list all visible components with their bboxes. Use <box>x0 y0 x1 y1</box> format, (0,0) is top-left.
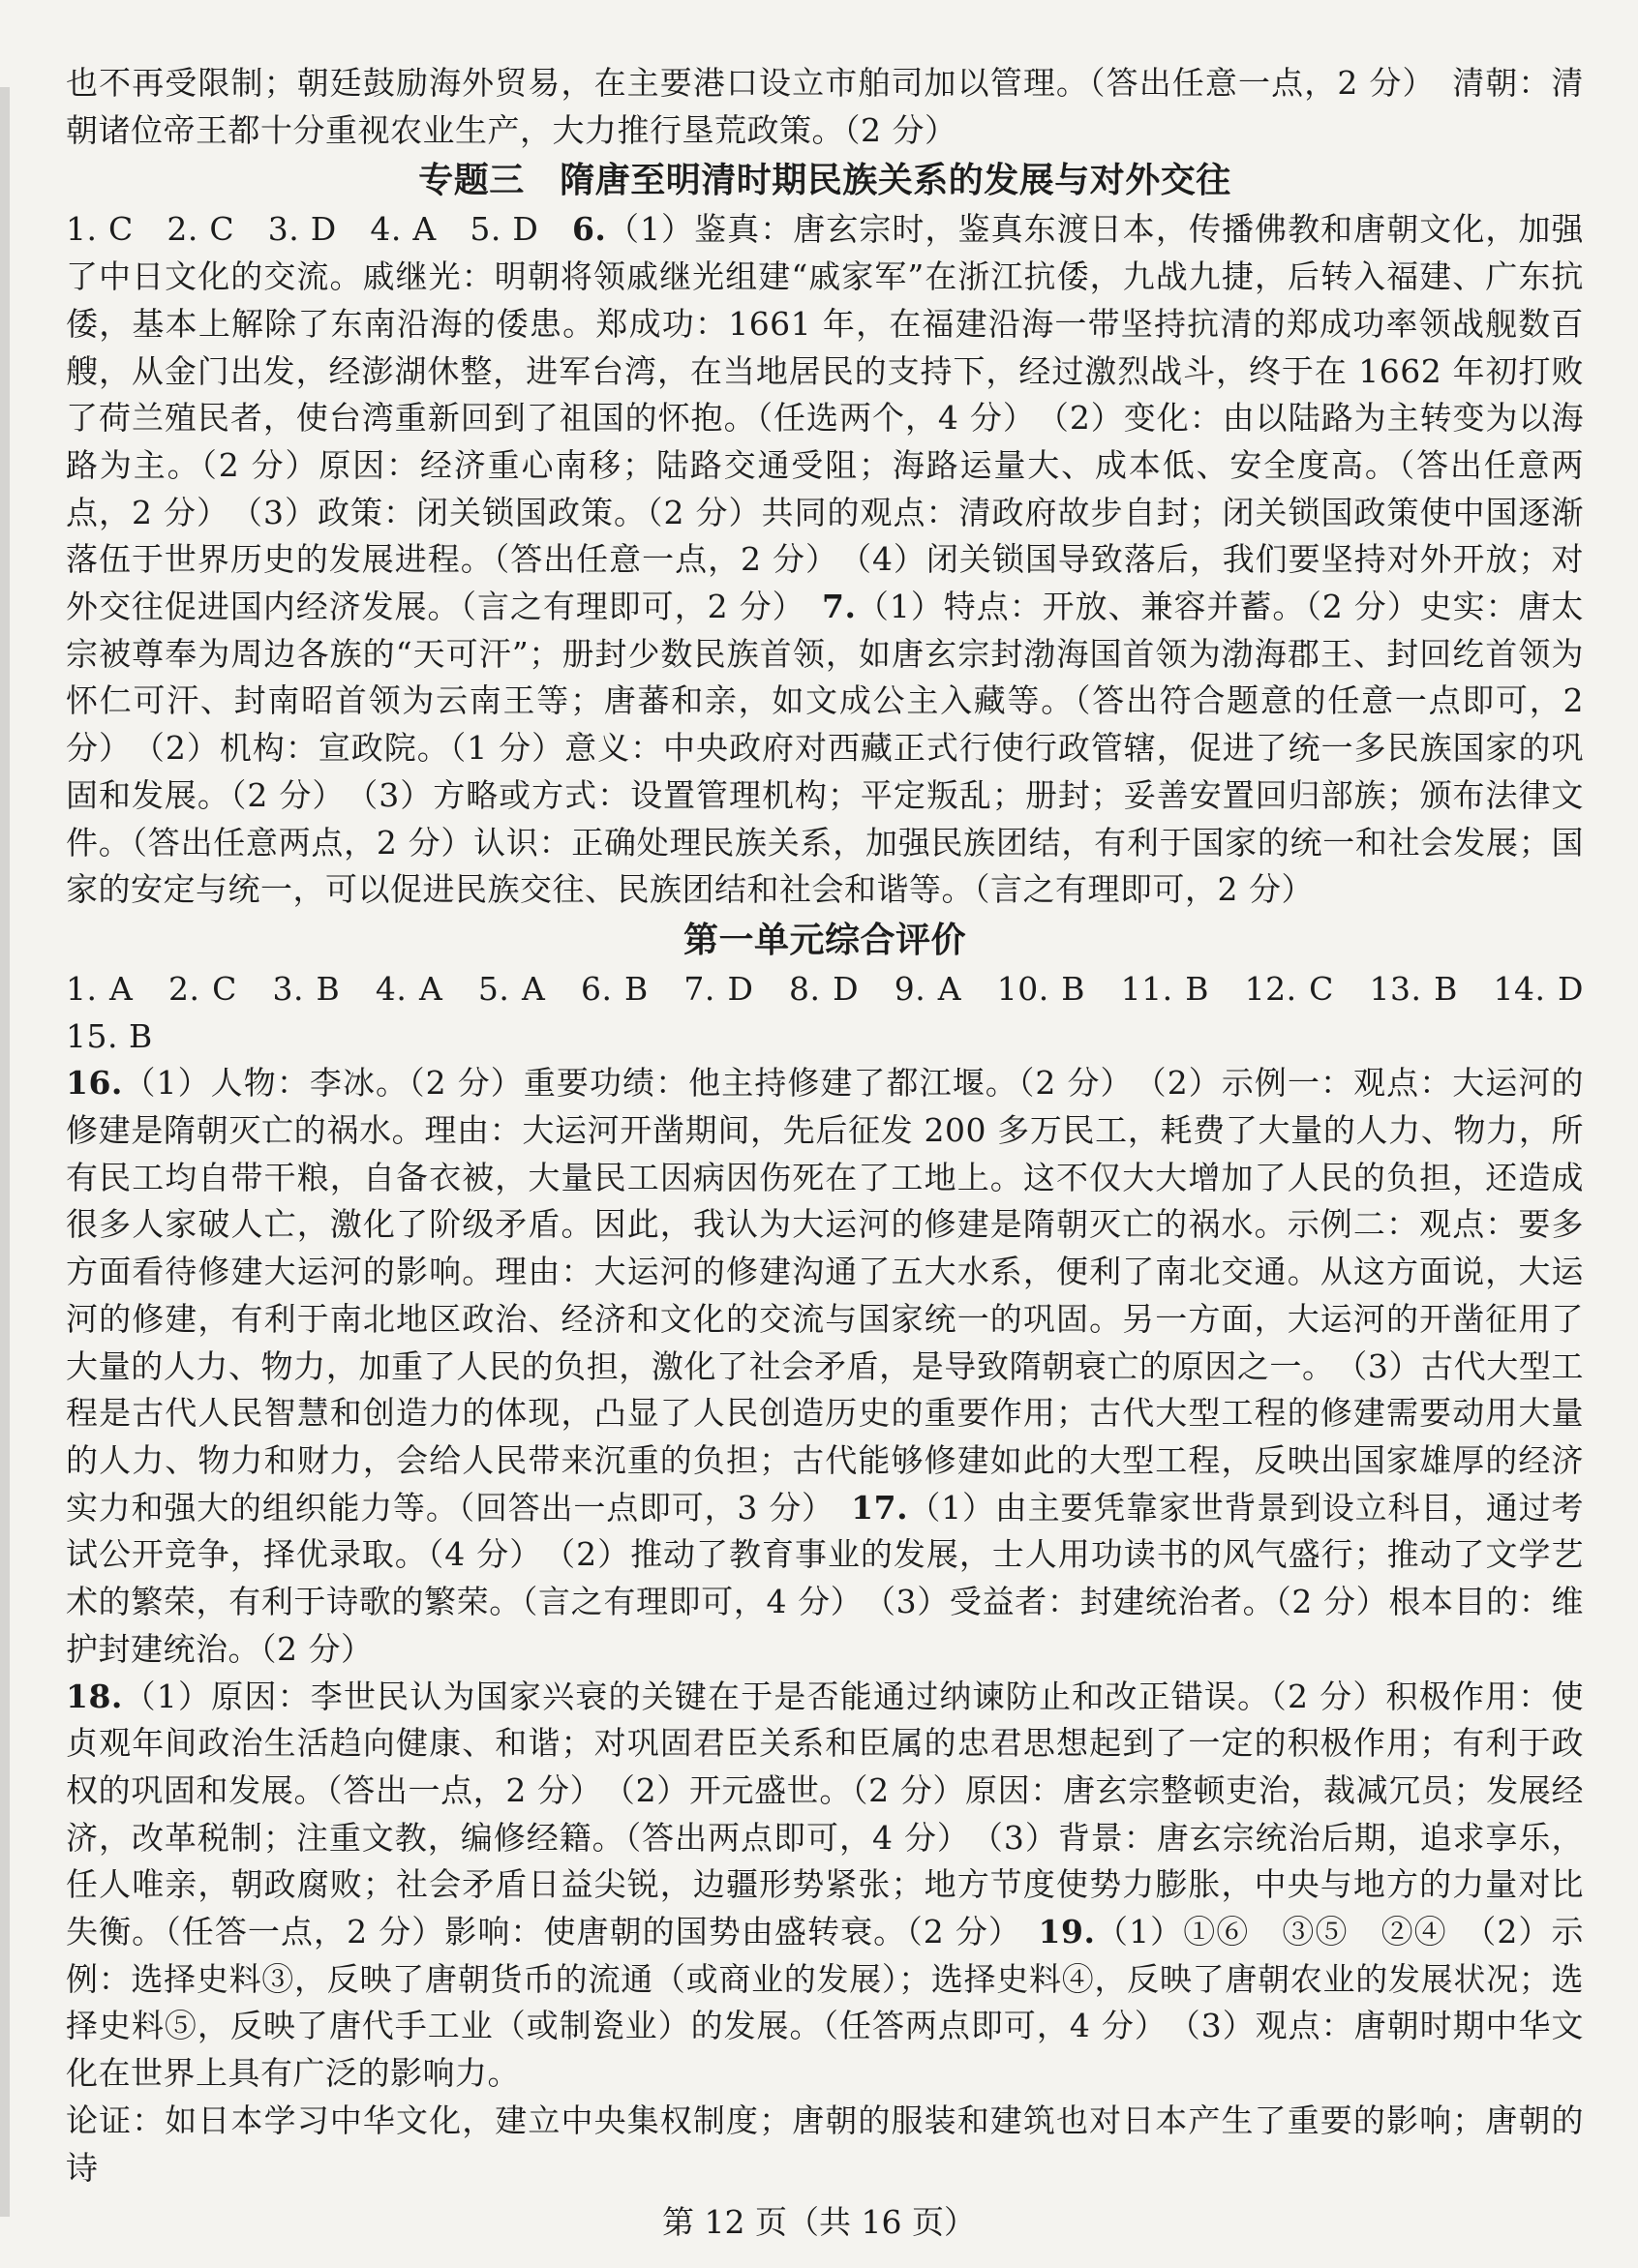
page-number: 第 12 页（共 16 页） <box>662 2203 976 2241</box>
section3-mc-answers: 1. C 2. C 3. D 4. A 5. D <box>66 210 572 249</box>
q19-number: 19. <box>1038 1913 1096 1951</box>
unit1-mc-answers: 1. A 2. C 3. B 4. A 5. A 6. B 7. D 8. D 9. A 10. B 11. B 12. C 13. B 14. D 15. B <box>66 969 1617 1055</box>
q7-answer: （1）特点：开放、兼容并蓄。（2 分）史实：唐太宗被尊奉为周边各族的“天可汗”；册封少数民族首领，如唐玄宗封渤海国首领为渤海郡王、封回纥首领为怀仁可汗、封南昭首领为云南王等；唐蕃和亲，如文成公主入藏等。（答出符合题意的任意一点即可，2 分） （2）机构：宣政院。（1 分）意义：中央政府对西藏正式行使行政管辖，促进了统一多民族国家的巩固和发展。（2 分） （3）方略或方式：设置管理机构；平定叛乱；册封；妥善安置回归部族；颁布法律文件。（答出任意两点，2 分）认识：正确处理民族关系，加强民族团结，有利于国家的统一和社会发展；国家的安定与统一，可以促进民族交往、民族团结和社会和谐等。（言之有理即可，2 分） <box>66 588 1584 909</box>
section3-title: 专题三 隋唐至明清时期民族关系的发展与对外交往 <box>418 161 1231 201</box>
q16-17-paragraph <box>66 1060 1584 1673</box>
q7-number: 7. <box>822 588 857 626</box>
q17-number: 17. <box>851 1488 909 1527</box>
q6-answer: （1）鉴真：唐玄宗时，鉴真东渡日本，传播佛教和唐朝文化，加强了中日文化的交流。戚继光：明朝将领戚继光组建“戚家军”在浙江抗倭，九战九捷，后转入福建、广东抗倭，基本上解除了东南沿海的倭患。郑成功：1661 年，在福建沿海一带坚持抗清的郑成功率领战舰数百艘，从金门出发，经澎湖休整，进军台湾，在当地居民的支持下，经过激烈战斗，终于在 1662 年初打败了荷兰殖民者，使台湾重新回到了祖国的怀抱。（任选两个，4 分） （2）变化：由以陆路为主转变为以海路为主。（2 分）原因：经济重心南移；陆路交通受阻；海路运量大、成本低、安全度高。（答出任意两点，2 分） （3）政策：闭关锁国政策。（2 分）共同的观点：清政府故步自封；闭关锁国政策使中国逐渐落伍于世界历史的发展进程。（答出任意一点，2 分） （4）闭关锁国导致落后，我们要坚持对外开放；对外交往促进国内经济发展。（言之有理即可，2 分） <box>66 210 1585 626</box>
q18-19-paragraph <box>66 1674 1584 2098</box>
q6-number: 6. <box>571 210 607 249</box>
binding-edge-mark <box>0 87 10 2217</box>
answer-page <box>66 60 1617 2192</box>
q18-answer: （1）原因：李世民认为国家兴衰的关键在于是否能通过纳谏防止和改正错误。（2 分）积极作用：使贞观年间政治生活趋向健康、和谐；对巩固君臣关系和臣属的忠君思想起到了一定的积极作用；有利于政权的巩固和发展。（答出一点，2 分） （2）开元盛世。（2 分）原因：唐玄宗整顿吏治，裁减冗员；发展经济，改革税制；注重文教，编修经籍。（答出两点即可，4 分） （3）背景：唐玄宗统治后期，追求享乐，任人唯亲，朝政腐败；社会矛盾日益尖锐，边疆形势紧张；地方节度使势力膨胀，中央与地方的力量对比失衡。（任答一点，2 分）影响：使唐朝的国势由盛转衰。（2 分） <box>66 1677 1584 1951</box>
intro-paragraph: 也不再受限制；朝廷鼓励海外贸易，在主要港口设立市舶司加以管理。（答出任意一点，2 分） 清朝：清朝诸位帝王都十分重视农业生产，大力推行垦荒政策。（2 分） <box>66 64 1584 149</box>
section3-answers <box>66 206 1584 914</box>
q19-answer: （1）①⑥ ③⑤ ②④ （2）示例：选择史料③，反映了唐朝货币的流通（或商业的发展）；选择史料④，反映了唐朝农业的发展状况；选择史料⑤，反映了唐代手工业（或制瓷业）的发展。（任答两点即可，4 分） （3）观点：唐朝时期中华文化在世界上具有广泛的影响力。 <box>66 1913 1584 2093</box>
q18-number: 18. <box>66 1677 123 1715</box>
q16-answer: （1）人物：李冰。（2 分）重要功绩：他主持修建了都江堰。（2 分） （2）示例一：观点：大运河的修建是隋朝灭亡的祸水。理由：大运河开凿期间，先后征发 200 多万民工，耗费了大量的人力、物力，所有民工均自带干粮，自备衣被，大量民工因病因伤死在了工地上。这不仅大大增加了人民的负担，还造成很多人家破人亡，激化了阶级矛盾。因此，我认为大运河的修建是隋朝灭亡的祸水。示例二：观点：要多方面看待修建大运河的影响。理由：大运河的修建沟通了五大水系，便利了南北交通。从这方面说，大运河的修建，有利于南北地区政治、经济和文化的交流与国家统一的巩固。另一方面，大运河的开凿征用了大量的人力、物力，加重了人民的负担，激化了社会矛盾，是导致隋朝衰亡的原因之一。 （3）古代大型工程是古代人民智慧和创造力的体现，凸显了人民创造历史的重要作用；古代大型工程的修建需要动用大量的人力、物力和财力，会给人民带来沉重的负担；古代能够修建如此的大型工程，反映出国家雄厚的经济实力和强大的组织能力等。（回答出一点即可，3 分） <box>66 1064 1584 1527</box>
unit1-title: 第一单元综合评价 <box>682 920 966 960</box>
q19-continuation: 论证：如日本学习中华文化，建立中央集权制度；唐朝的服装和建筑也对日本产生了重要的影响；唐朝的诗 <box>66 2101 1584 2187</box>
q17-answer: （1）由主要凭靠家世背景到设立科目，通过考试公开竞争，择优录取。（4 分） （2）推动了教育事业的发展，士人用功读书的风气盛行；推动了文学艺术的繁荣，有利于诗歌的繁荣。（言之有理即可，4 分） （3）受益者：封建统治者。（2 分）根本目的：维护封建统治。（2 分） <box>66 1488 1584 1668</box>
q16-number: 16. <box>66 1064 123 1103</box>
